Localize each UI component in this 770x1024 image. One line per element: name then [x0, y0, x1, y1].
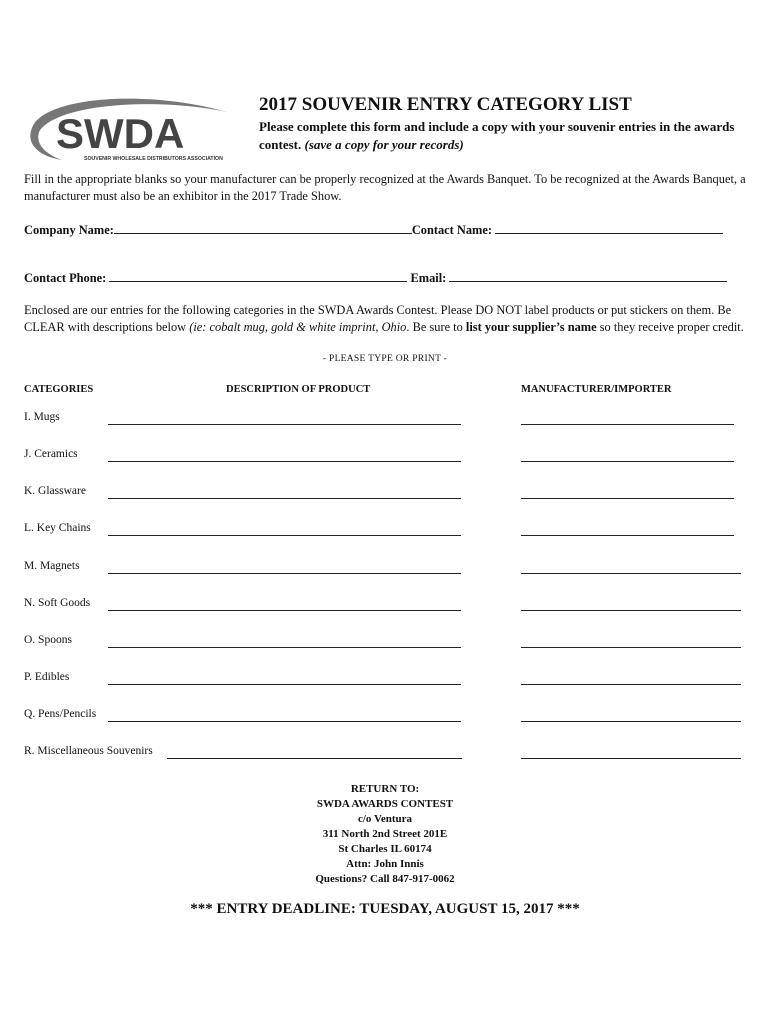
description-field[interactable] — [108, 498, 461, 499]
enclosed-text-1: Enclosed are our entries for the following categories in the SWDA Awards Contest. Please DO NOT label products or put stickers on them. Be CLEAR with descriptions below — [24, 303, 732, 334]
contact-phone-field[interactable] — [109, 269, 407, 282]
company-name-label: Company Name: — [24, 223, 114, 237]
category-label: K. Glassware — [24, 485, 86, 497]
entry-deadline: *** ENTRY DEADLINE: TUESDAY, AUGUST 15, 2017 *** — [190, 901, 580, 917]
column-header-categories: CATEGORIES — [24, 384, 94, 395]
manufacturer-field[interactable] — [521, 721, 741, 722]
category-label: I. Mugs — [24, 411, 60, 423]
category-label: L. Key Chains — [24, 522, 91, 534]
enclosed-paragraph — [24, 302, 749, 336]
return-address — [0, 782, 770, 887]
return-line: 311 North 2nd Street 201E — [322, 828, 448, 840]
category-label: N. Soft Goods — [24, 597, 91, 609]
category-label: R. Miscellaneous Souvenirs — [24, 745, 153, 757]
intro-paragraph: Fill in the appropriate blanks so your manufacturer can be properly recognized at the Awards Banquet. To be recognized at the Awards Banquet, a manufacturer must also be an exhibitor in the 2017 Trade Show. — [24, 172, 746, 203]
contact-phone-label: Contact Phone: — [24, 271, 107, 285]
email-label: Email: — [410, 271, 447, 285]
category-label: J. Ceramics — [24, 448, 78, 460]
description-field[interactable] — [108, 684, 461, 685]
company-name-field[interactable] — [114, 221, 412, 234]
description-field[interactable] — [108, 573, 461, 574]
enclosed-text-3: so they receive proper credit. — [596, 320, 744, 334]
manufacturer-field[interactable] — [521, 573, 741, 574]
description-field[interactable] — [108, 721, 461, 722]
company-contact-row — [24, 221, 723, 238]
manufacturer-field[interactable] — [521, 424, 734, 425]
description-field[interactable] — [108, 647, 461, 648]
manufacturer-field[interactable] — [521, 684, 741, 685]
email-field[interactable] — [449, 269, 727, 282]
contact-name-field[interactable] — [495, 221, 723, 234]
manufacturer-field[interactable] — [521, 535, 734, 536]
category-label: M. Magnets — [24, 560, 80, 572]
column-header-description: DESCRIPTION OF PRODUCT — [226, 384, 371, 395]
column-header-manufacturer: MANUFACTURER/IMPORTER — [521, 384, 672, 395]
page-title: 2017 SOUVENIR ENTRY CATEGORY LIST — [259, 94, 632, 115]
swda-logo — [22, 90, 232, 170]
logo-tagline: SOUVENIR WHOLESALE DISTRIBUTORS ASSOCIATION — [84, 156, 223, 162]
description-field[interactable] — [108, 610, 461, 611]
phone-email-row — [24, 269, 727, 286]
enclosed-bold: list your supplier’s name — [465, 320, 597, 334]
manufacturer-field[interactable] — [521, 647, 741, 648]
subtitle-bold: Please complete this form and include a copy with your souvenir entries in the awards contest. — [259, 119, 735, 152]
return-line: Attn: John Innis — [346, 858, 424, 870]
return-line: SWDA AWARDS CONTEST — [316, 798, 454, 810]
enclosed-text-2: . Be sure to — [406, 320, 466, 334]
return-line: Questions? Call 847-917-0062 — [315, 873, 455, 885]
category-label: Q. Pens/Pencils — [24, 708, 97, 720]
enclosed-example: (ie: cobalt mug, gold & white imprint, Ohio — [189, 320, 407, 334]
category-label: O. Spoons — [24, 634, 72, 646]
print-note: - PLEASE TYPE OR PRINT - — [322, 354, 448, 364]
description-field[interactable] — [108, 461, 461, 462]
manufacturer-field[interactable] — [521, 610, 741, 611]
manufacturer-field[interactable] — [521, 758, 741, 759]
logo-text: SWDA — [56, 110, 185, 157]
page-subtitle — [259, 118, 749, 154]
description-field[interactable] — [108, 535, 461, 536]
manufacturer-field[interactable] — [521, 498, 734, 499]
return-line: c/o Ventura — [357, 813, 413, 825]
subtitle-italic: (save a copy for your records) — [304, 137, 464, 152]
contact-name-label: Contact Name: — [411, 223, 492, 237]
return-line: RETURN TO: — [350, 783, 420, 795]
category-label: P. Edibles — [24, 671, 70, 683]
description-field[interactable] — [108, 424, 461, 425]
description-field[interactable] — [167, 758, 462, 759]
manufacturer-field[interactable] — [521, 461, 734, 462]
return-line: St Charles IL 60174 — [338, 843, 432, 855]
